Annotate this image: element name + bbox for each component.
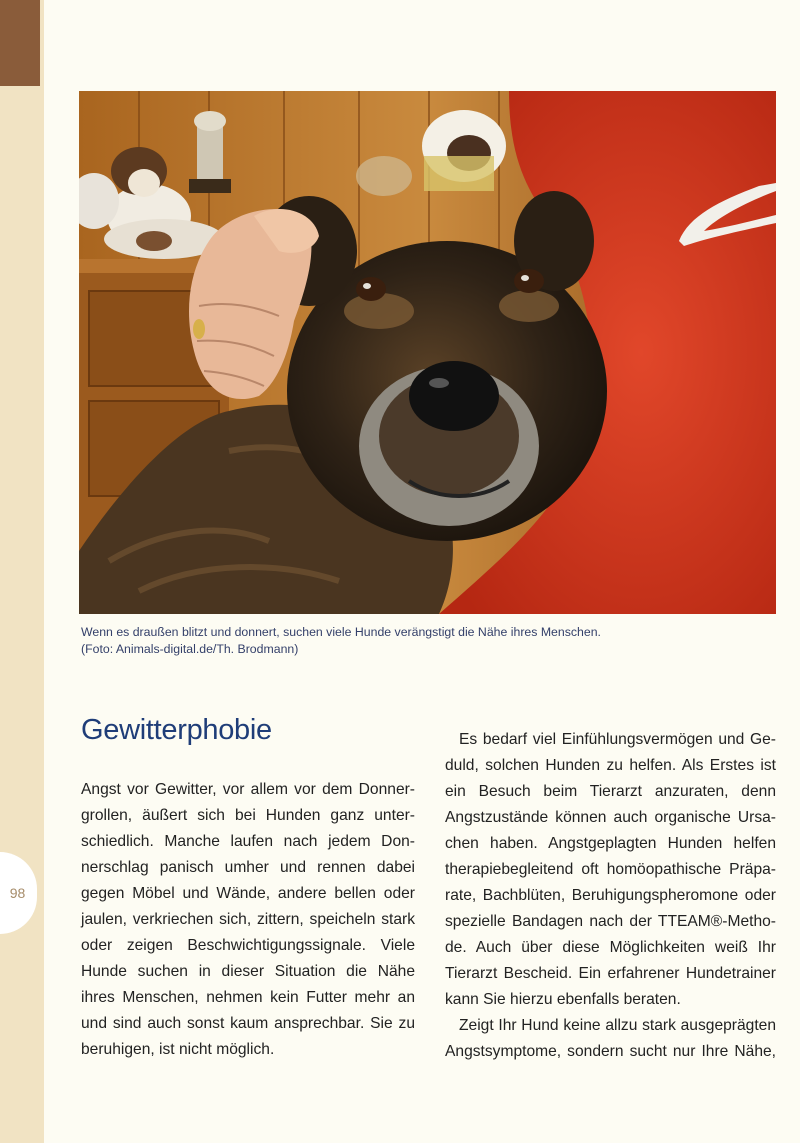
text-line: spezielle Bandagen nach der TTEAM®-Metho-	[445, 913, 776, 930]
text-line: chen haben. Angstgeplagten Hunden helfen	[445, 835, 776, 852]
text-line: schiedlich. Manche laufen nach jedem Don-	[81, 833, 415, 850]
text-line: gegen Möbel und Wände, andere bellen oder	[81, 885, 415, 902]
text-line: Angstzustände können auch organische Ursa-	[445, 809, 776, 826]
text-line: kann Sie hierzu ebenfalls beraten.	[445, 991, 681, 1008]
text-line: Tierarzt Bescheid. Ein erfahrener Hundetrainer	[445, 965, 776, 982]
text-line: Angstsymptome, sondern sucht nur Ihre Nähe,	[445, 1043, 776, 1060]
photo-caption	[81, 624, 761, 658]
text-line: grollen, äußert sich bei Hunden ganz unter-	[81, 807, 415, 824]
text-line: jaulen, verkriechen sich, zittern, speicheln stark	[81, 911, 415, 928]
text-line: rate, Bachblüten, Beruhigungspheromone oder	[445, 887, 776, 904]
chapter-marker-block	[0, 0, 40, 86]
dog-photo	[79, 91, 776, 614]
text-line: beruhigen, ist nicht möglich.	[81, 1041, 275, 1058]
text-line: Es bedarf viel Einfühlungsvermögen und Ge-	[459, 731, 776, 748]
caption-text: Wenn es draußen blitzt und donnert, suchen viele Hunde verängstigt die Nähe ihres Menschen.	[81, 625, 601, 639]
left-text-column	[81, 777, 415, 1063]
page-number: 98	[9, 885, 26, 901]
text-line: de. Auch über diese Möglichkeiten weiß Ihr	[445, 939, 776, 956]
text-line: und sind auch sonst kaum ansprechbar. Sie zu	[81, 1015, 415, 1032]
dog-photo-illustration	[79, 91, 776, 614]
caption-photo-credit: (Foto: Animals-digital.de/Th. Brodmann)	[81, 642, 299, 656]
section-heading: Gewitterphobie	[81, 714, 272, 746]
text-line: oder zeigen Beschwichtigungssignale. Viele	[81, 937, 415, 954]
text-line: Zeigt Ihr Hund keine allzu stark ausgeprägten	[459, 1017, 776, 1034]
page-side-band	[0, 0, 44, 1143]
text-line: duld, solchen Hunden zu helfen. Als Erstes ist	[445, 757, 776, 774]
right-text-column	[445, 727, 776, 1065]
text-line: ein Besuch beim Tierarzt anzuraten, denn	[445, 783, 776, 800]
text-line: ihres Menschen, nehmen kein Futter mehr an	[81, 989, 415, 1006]
text-line: nerschlag panisch umher und rennen dabei	[81, 859, 415, 876]
text-line: Angst vor Gewitter, vor allem vor dem Donner-	[81, 781, 415, 798]
text-line: therapiebegleitend oft homöopathische Präpa-	[445, 861, 776, 878]
text-line: Hunde suchen in dieser Situation die Nähe	[81, 963, 415, 980]
